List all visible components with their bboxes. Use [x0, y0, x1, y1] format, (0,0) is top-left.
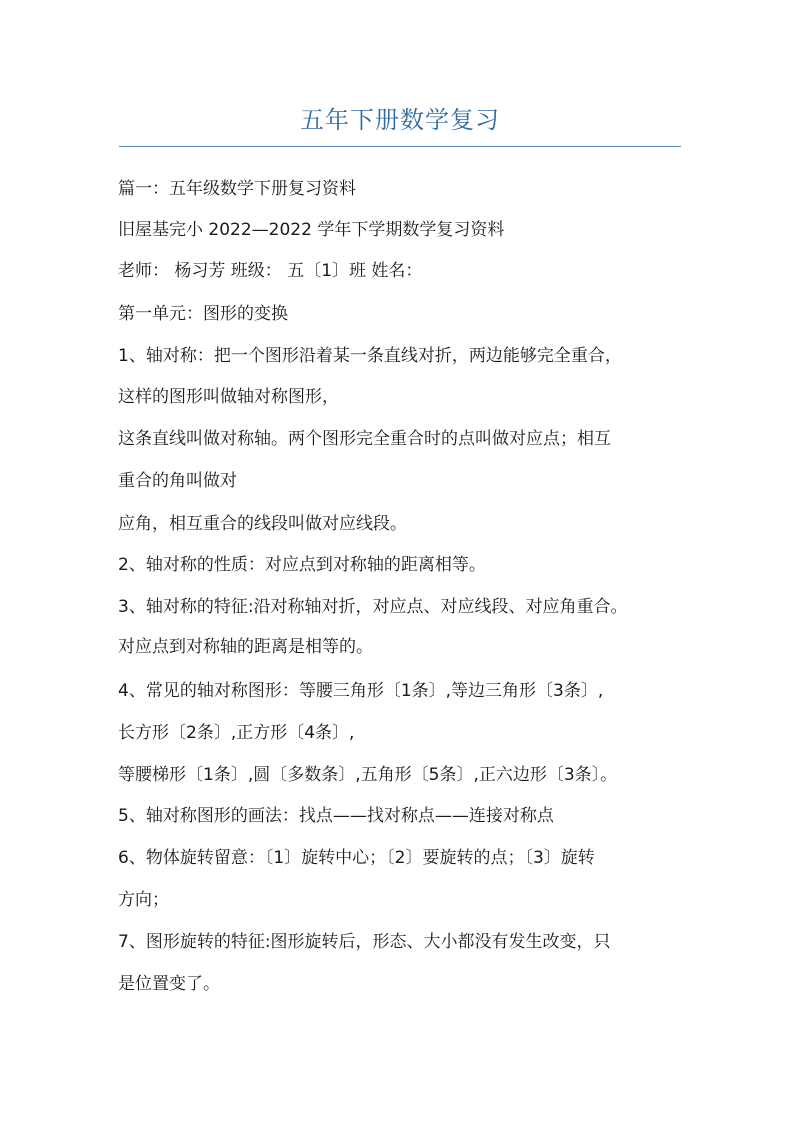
text-line: 老师： 杨习芳 班级： 五〔1〕班 姓名： [118, 261, 423, 281]
text-line: 旧屋基完小 2022—2022 学年下学期数学复习资料 [118, 220, 505, 240]
text-line: 是位置变了。 [118, 974, 220, 994]
text-line: 方向； [118, 890, 169, 910]
section-heading: 篇一：五年级数学下册复习资料 [118, 179, 356, 199]
text-line: 5、轴对称图形的画法：找点——找对称点——连接对称点 [118, 806, 554, 826]
text-line: 2、轴对称的性质：对应点到对称轴的距离相等。 [118, 555, 486, 575]
text-line: 对应点到对称轴的距离是相等的。 [118, 637, 373, 657]
text-line: 等腰梯形〔1条〕,圆〔多数条〕,五角形〔5条〕,正六边形〔3条〕。 [118, 765, 618, 785]
page-title: 五年下册数学复习 [300, 106, 500, 134]
unit-heading: 第一单元：图形的变换 [118, 304, 288, 324]
text-line: 4、常见的轴对称图形：等腰三角形〔1条〕,等边三角形〔3条〕, [118, 681, 604, 701]
text-line: 1、轴对称：把一个图形沿着某一条直线对折，两边能够完全重合， [118, 346, 622, 366]
text-line: 7、图形旋转的特征:图形旋转后，形态、大小都没有发生改变，只 [118, 932, 611, 952]
text-line: 长方形〔2条〕,正方形〔4条〕, [118, 723, 355, 743]
text-line: 6、物体旋转留意：〔1〕旋转中心；〔2〕要旋转的点；〔3〕旋转 [118, 848, 595, 868]
text-line: 这样的图形叫做轴对称图形， [118, 387, 339, 407]
text-line: 这条直线叫做对称轴。两个图形完全重合时的点叫做对应点；相互 [118, 429, 611, 449]
title-underline [119, 146, 681, 147]
text-line: 应角，相互重合的线段叫做对应线段。 [118, 514, 407, 534]
text-line: 3、轴对称的特征:沿对称轴对折，对应点、对应线段、对应角重合。 [118, 597, 628, 617]
text-line: 重合的角叫做对 [118, 471, 237, 491]
